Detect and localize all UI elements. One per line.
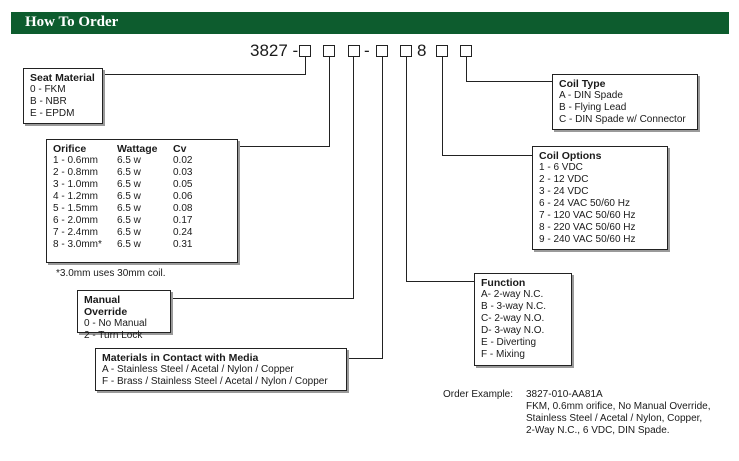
cv-value: 0.03 xyxy=(173,167,193,178)
table-row xyxy=(53,179,192,191)
cv-value: 0.17 xyxy=(173,215,193,226)
manual-override-item: 2 - Turn Lock xyxy=(84,330,143,341)
connector-line xyxy=(305,57,306,75)
cv-value: 0.08 xyxy=(173,203,193,214)
slot-coil-type xyxy=(460,45,472,57)
function-title: Function xyxy=(481,277,526,289)
slot-orifice xyxy=(323,45,335,57)
manual-override-item: 0 - No Manual xyxy=(84,318,147,329)
connector-line xyxy=(237,146,330,147)
materials-title: Materials in Contact with Media xyxy=(102,352,259,364)
connector-line xyxy=(353,57,354,299)
coil-options-box xyxy=(532,146,668,250)
function-box xyxy=(474,273,572,366)
coil-type-title: Coil Type xyxy=(559,78,606,90)
coil-options-item: 9 - 240 VAC 50/60 Hz xyxy=(539,234,636,245)
connector-line xyxy=(442,155,534,156)
connector-line xyxy=(406,281,476,282)
function-item: F - Mixing xyxy=(481,349,525,360)
cv-value: 0.06 xyxy=(173,191,193,202)
column-header: Wattage xyxy=(117,143,158,155)
table-row xyxy=(53,203,192,215)
cv-value: 0.31 xyxy=(173,239,193,250)
materials-item: F - Brass / Stainless Steel / Acetal / Nylon / Copper xyxy=(102,376,328,387)
order-example-line: 2-Way N.C., 6 VDC, DIN Spade. xyxy=(526,425,670,436)
how-to-order-banner xyxy=(11,12,729,34)
table-row xyxy=(53,155,192,167)
function-item: A- 2-way N.C. xyxy=(481,289,544,300)
column-header: Cv xyxy=(173,143,187,155)
coil-options-item: 1 - 6 VDC xyxy=(539,162,583,173)
table-row xyxy=(53,191,192,203)
seat-material-item: B - NBR xyxy=(30,96,67,107)
coil-type-item: B - Flying Lead xyxy=(559,102,627,113)
wattage: 6.5 w xyxy=(117,203,141,214)
part-number-dash: - xyxy=(364,41,370,60)
coil-type-box xyxy=(552,74,698,130)
order-example-line: Stainless Steel / Acetal / Nylon, Copper, xyxy=(526,413,703,424)
part-number-prefix: 3827 - xyxy=(250,41,299,60)
table-row xyxy=(53,239,192,251)
orifice-box xyxy=(46,139,238,263)
order-example-line: 3827-010-AA81A xyxy=(526,389,603,400)
seat-material-title: Seat Material xyxy=(30,72,95,84)
orifice-size: 8 - 3.0mm* xyxy=(53,239,102,250)
connector-line xyxy=(170,298,354,299)
slot-coil-options xyxy=(436,45,448,57)
manual-override-box xyxy=(77,290,171,341)
cv-value: 0.02 xyxy=(173,155,193,166)
wattage: 6.5 w xyxy=(117,239,141,250)
seat-material-item: 0 - FKM xyxy=(30,84,66,95)
wattage: 6.5 w xyxy=(117,167,141,178)
connector-line xyxy=(466,57,467,82)
materials-item: A - Stainless Steel / Acetal / Nylon / Copper xyxy=(102,364,294,375)
coil-type-item: A - DIN Spade xyxy=(559,90,623,101)
part-number-fixed-digit: 8 xyxy=(417,41,427,60)
wattage: 6.5 w xyxy=(117,155,141,166)
orifice-size: 1 - 0.6mm xyxy=(53,155,99,166)
slot-materials xyxy=(376,45,388,57)
coil-options-item: 6 - 24 VAC 50/60 Hz xyxy=(539,198,630,209)
orifice-size: 4 - 1.2mm xyxy=(53,191,99,202)
column-header: Orifice xyxy=(53,143,87,155)
seat-material-box xyxy=(23,68,103,124)
banner-title: How To Order xyxy=(25,14,119,30)
connector-line xyxy=(442,57,443,156)
function-item: B - 3-way N.C. xyxy=(481,301,547,312)
orifice-size: 6 - 2.0mm xyxy=(53,215,99,226)
connector-line xyxy=(102,74,306,75)
orifice-size: 5 - 1.5mm xyxy=(53,203,99,214)
orifice-table xyxy=(53,143,192,251)
table-row xyxy=(53,227,192,239)
table-row xyxy=(53,167,192,179)
connector-line xyxy=(466,81,552,82)
orifice-table-header xyxy=(53,143,192,155)
cv-value: 0.24 xyxy=(173,227,193,238)
order-example-line: FKM, 0.6mm orifice, No Manual Override, xyxy=(526,401,711,412)
coil-options-title: Coil Options xyxy=(539,150,602,162)
coil-options-item: 8 - 220 VAC 50/60 Hz xyxy=(539,222,636,233)
slot-manual-override xyxy=(348,45,360,57)
connector-line xyxy=(406,57,407,282)
wattage: 6.5 w xyxy=(117,227,141,238)
function-item: C- 2-way N.O. xyxy=(481,313,545,324)
function-item: D- 3-way N.O. xyxy=(481,325,545,336)
wattage: 6.5 w xyxy=(117,215,141,226)
part-number-template xyxy=(0,41,739,63)
order-example-text xyxy=(526,389,711,437)
coil-type-item: C - DIN Spade w/ Connector xyxy=(559,114,686,125)
materials-box xyxy=(95,348,347,391)
slot-seat-material xyxy=(299,45,311,57)
coil-options-item: 2 - 12 VDC xyxy=(539,174,589,185)
seat-material-item: E - EPDM xyxy=(30,108,75,119)
table-row xyxy=(53,215,192,227)
orifice-size: 3 - 1.0mm xyxy=(53,179,99,190)
wattage: 6.5 w xyxy=(117,191,141,202)
coil-options-item: 7 - 120 VAC 50/60 Hz xyxy=(539,210,636,221)
order-example-label: Order Example: xyxy=(443,389,514,400)
cv-value: 0.05 xyxy=(173,179,193,190)
orifice-size: 2 - 0.8mm xyxy=(53,167,99,178)
orifice-size: 7 - 2.4mm xyxy=(53,227,99,238)
coil-options-item: 3 - 24 VDC xyxy=(539,186,589,197)
connector-line xyxy=(382,57,383,359)
slot-function xyxy=(400,45,412,57)
function-item: E - Diverting xyxy=(481,337,537,348)
connector-line xyxy=(329,57,330,147)
manual-override-title: Manual Override xyxy=(84,294,128,318)
orifice-footnote: *3.0mm uses 30mm coil. xyxy=(56,268,166,279)
wattage: 6.5 w xyxy=(117,179,141,190)
